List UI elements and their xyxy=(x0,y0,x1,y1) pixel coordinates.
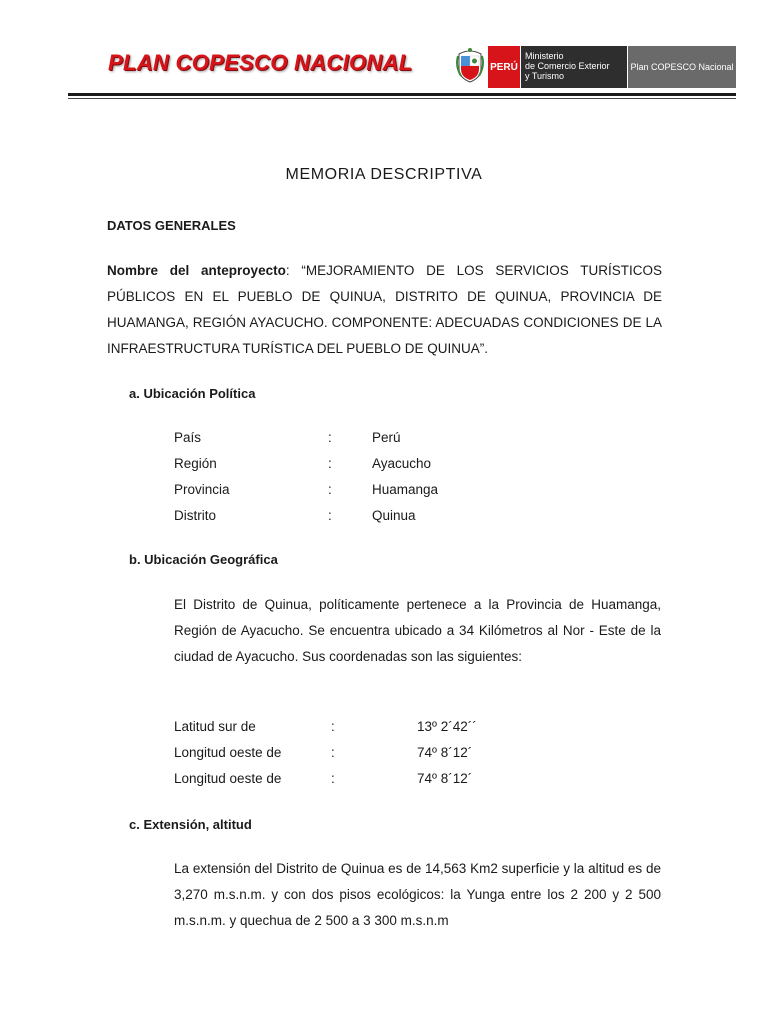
row-value: Huamanga xyxy=(372,482,439,497)
brand-title: PLAN COPESCO NACIONAL xyxy=(108,50,413,75)
coat-of-arms-icon xyxy=(456,46,484,84)
heading-ubicacion-politica: a. Ubicación Política xyxy=(129,386,256,401)
coord-separator: : xyxy=(331,745,335,760)
extension-paragraph: La extensión del Distrito de Quinua es de 14,563 Km2 superficie y la altitud es de 3,270 m.s.n.m. y con dos pisos ecológicos: la Yunga entre los 2 200 y 2 500 m.s.n.m. y quechua de 2 500 a 3 300 m.s.n.m xyxy=(174,861,661,928)
logo-ministry xyxy=(521,46,627,88)
section-heading: DATOS GENERALES xyxy=(107,218,236,233)
row-separator: : xyxy=(328,508,332,523)
coord-value: 74º 8´12´ xyxy=(417,745,473,760)
project-name-paragraph xyxy=(107,258,662,362)
row-key: Distrito xyxy=(174,508,217,523)
page-header xyxy=(0,0,768,100)
project-name: : “MEJORAMIENTO DE LOS SERVICIOS TURÍSTICOS PÚBLICOS EN EL PUEBLO DE QUINUA, DISTRITO DE QUINUA, PROVINCIA DE HUAMANGA, REGIÓN AYACUCHO. COMPONENTE: ADECUADAS CONDICIONES DE LA INFRAESTRUCTURA TURÍSTICA DEL PUEBLO DE QUINUA”. xyxy=(107,263,662,356)
coord-key: Latitud sur de xyxy=(174,719,256,734)
coord-key: Longitud oeste de xyxy=(174,745,282,760)
coord-key: Longitud oeste de xyxy=(174,771,282,786)
row-value: Quinua xyxy=(372,508,416,523)
row-key: Región xyxy=(174,456,217,471)
row-separator: : xyxy=(328,482,332,497)
project-label: Nombre del anteproyecto xyxy=(107,263,286,278)
coord-value: 13º 2´42´´ xyxy=(417,719,477,734)
geographic-paragraph: El Distrito de Quinua, políticamente pertenece a la Provincia de Huamanga, Región de Ayacucho. Se encuentra ubicado a 34 Kilómetros al Nor - Este de la ciudad de Ayacucho. Sus coordenadas son las siguientes: xyxy=(174,597,661,664)
document-title: MEMORIA DESCRIPTIVA xyxy=(285,166,483,183)
row-separator: : xyxy=(328,430,332,445)
logo-ministry-line: y Turismo xyxy=(525,71,565,81)
logo-ministry-line: Ministerio xyxy=(525,51,564,61)
header-divider xyxy=(68,93,736,96)
row-key: País xyxy=(174,430,202,445)
row-value: Ayacucho xyxy=(372,456,432,471)
logo-plan-copesco: Plan COPESCO Nacional xyxy=(628,46,736,88)
header-divider-thin xyxy=(68,98,736,99)
row-separator: : xyxy=(328,456,332,471)
heading-ubicacion-geografica: b. Ubicación Geográfica xyxy=(129,552,278,567)
coord-separator: : xyxy=(331,771,335,786)
heading-extension-altitud: c. Extensión, altitud xyxy=(129,817,252,832)
row-value: Perú xyxy=(372,430,401,445)
logo-ministry-line: de Comercio Exterior xyxy=(525,61,610,71)
coord-value: 74º 8´12´ xyxy=(417,771,473,786)
row-key: Provincia xyxy=(174,482,230,497)
logo-peru: PERÚ xyxy=(488,46,520,88)
coord-separator: : xyxy=(331,719,335,734)
